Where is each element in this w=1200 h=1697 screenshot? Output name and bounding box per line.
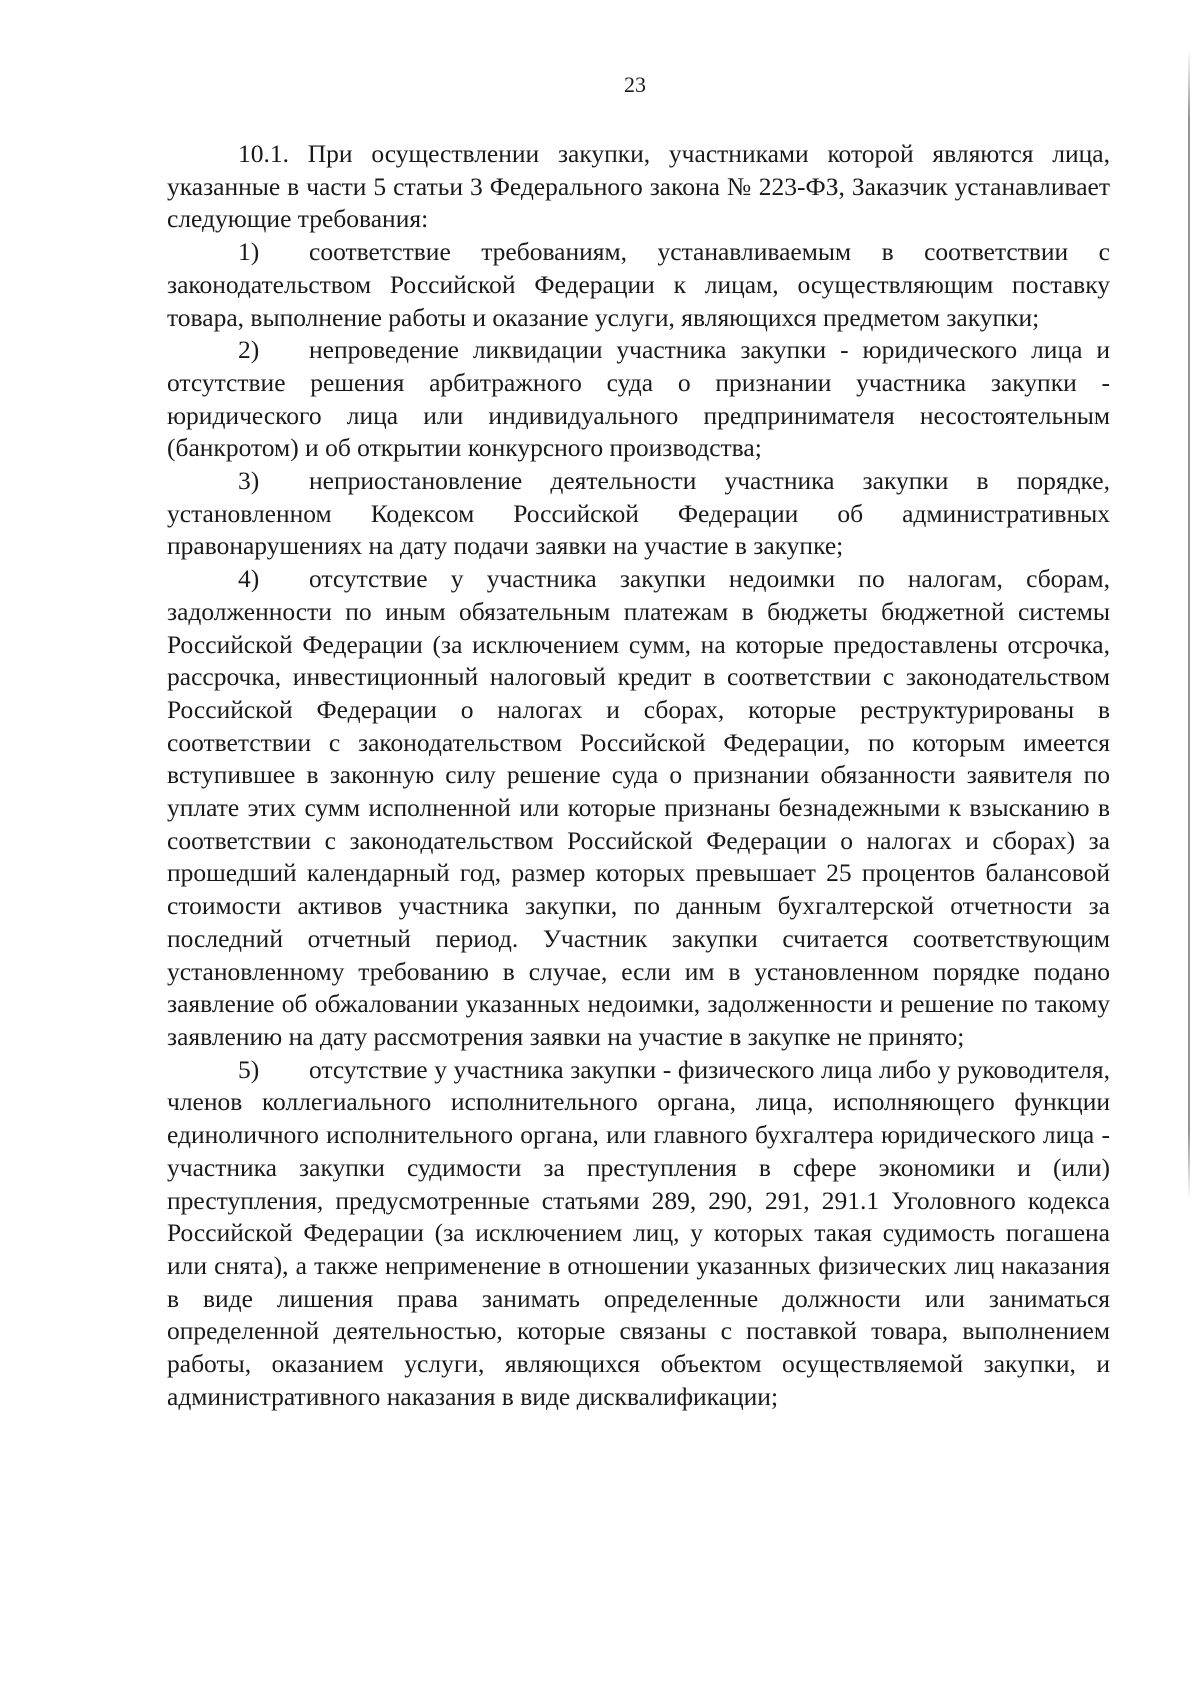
item-number: 4) [238, 564, 260, 594]
item-text: отсутствие у участника закупки - физического лица либо у руководителя, членов коллегиального исполнительного органа, лица, исполняющего функции единоличного исполнительного органа, или главного бухгалтера юридического лица - участника закупки судимости за преступления в сфере экономики и (или) преступления, предусмотренные статьями 289, 290, 291, 291.1 Уголовного кодекса Российской Федерации (за исключением лиц, у которых такая судимость погашена или снята), а также неприменение в отношении указанных физических лиц наказания в виде лишения права занимать определенные должности или заниматься определенной деятельностью, которые связаны с поставкой товара, выполнением работы, оказанием услуги, являющихся объектом осуществляемой закупки, и административного наказания в виде дисквалификации; [167, 1054, 1110, 1411]
item-text: отсутствие у участника закупки недоимки по налогам, сборам, задолженности по иным обязательным платежам в бюджеты бюджетной системы Российской Федерации (за исключением сумм, на которые предоставлены отсрочка, рассрочка, инвестиционный налоговый кредит в соответствии с законодательством Российской Федерации о налогах и сборах, которые реструктурированы в соответствии с законодательством Российской Федерации, по которым имеется вступившее в законную силу решение суда о признании обязанности заявителя по уплате этих сумм исполненной или которые признаны безнадежными к взысканию в соответствии с законодательством Российской Федерации о налогах и сборах) за прошедший календарный год, размер которых превышает 25 процентов балансовой стоимости активов участника закупки, по данным бухгалтерской отчетности за последний отчетный период. Участник закупки считается соответствующим установленному требованию в случае, если им в установленном порядке подано заявление об обжаловании указанных недоимки, задолженности и решение по такому заявлению на дату рассмотрения заявки на участие в закупке не принято; [167, 564, 1110, 1051]
requirement-item-4 [167, 563, 1110, 1054]
requirement-item-1 [167, 236, 1110, 334]
item-text: неприостановление деятельности участника закупки в порядке, установленном Кодексом Российской Федерации об административных правонарушениях на дату подачи заявки на участие в закупке; [167, 466, 1110, 561]
item-number: 2) [238, 335, 260, 365]
document-body [167, 138, 1110, 1413]
item-number: 1) [238, 237, 260, 267]
scan-edge-line [1188, 50, 1190, 1200]
requirement-item-5 [167, 1054, 1110, 1414]
intro-paragraph: 10.1. При осуществлении закупки, участниками которой являются лица, указанные в части 5 статьи 3 Федерального закона № 223-ФЗ, Заказчик устанавливает следующие требования: [167, 139, 1110, 234]
item-text: соответствие требованиям, устанавливаемым в соответствии с законодательством Российской Федерации к лицам, осуществляющим поставку товара, выполнение работы и оказание услуги, являющихся предметом закупки; [167, 237, 1110, 332]
requirement-item-2 [167, 334, 1110, 465]
requirement-item-3 [167, 465, 1110, 563]
item-text: непроведение ликвидации участника закупки - юридического лица и отсутствие решения арбитражного суда о признании участника закупки - юридического лица или индивидуального предпринимателя несостоятельным (банкротом) и об открытии конкурсного производства; [167, 335, 1110, 463]
item-number: 5) [238, 1054, 260, 1084]
page-number: 23 [624, 72, 646, 97]
item-number: 3) [238, 466, 260, 496]
